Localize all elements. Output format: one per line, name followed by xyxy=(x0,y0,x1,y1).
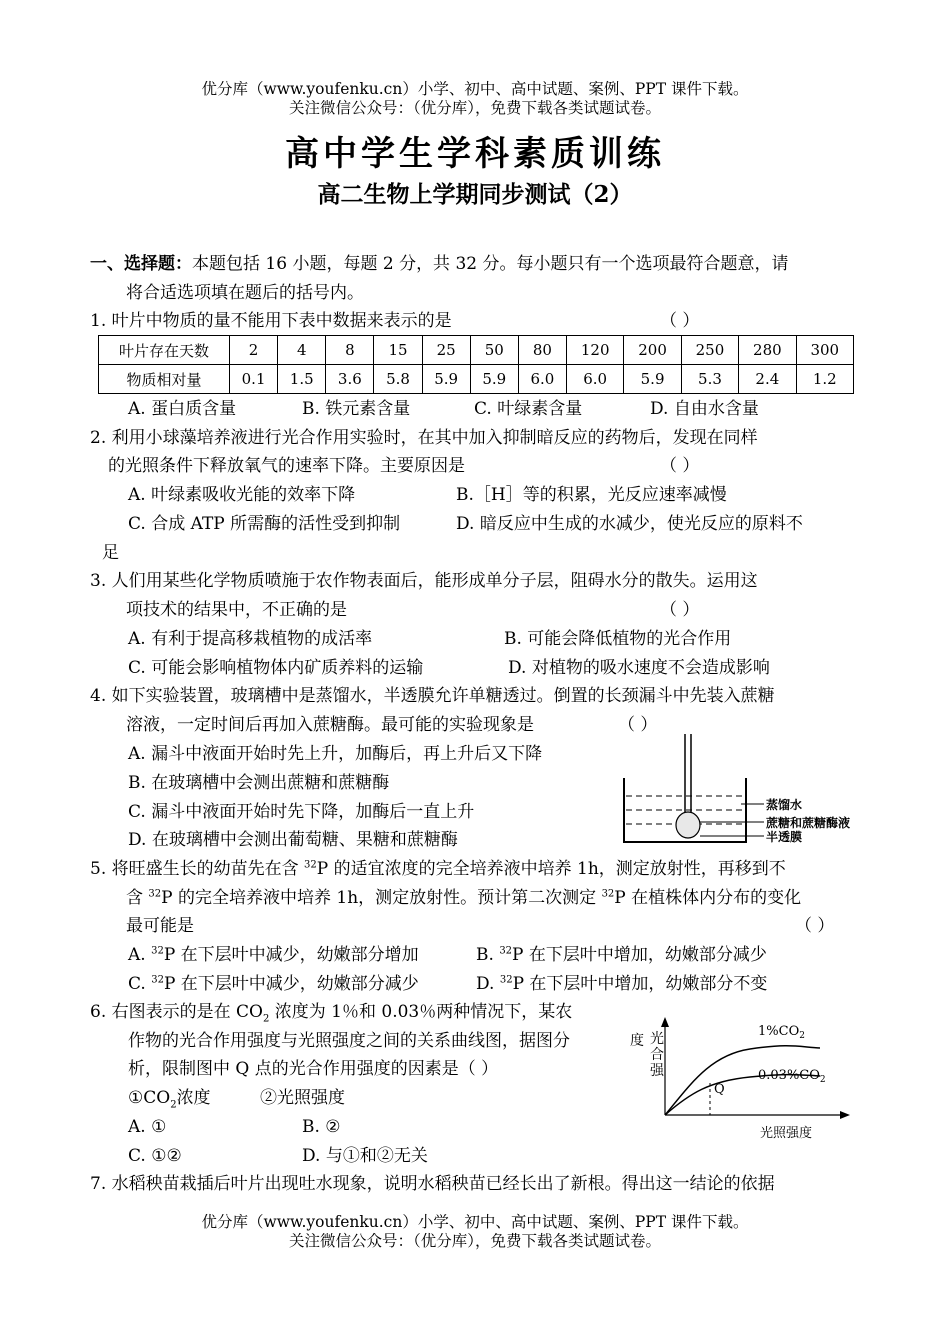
isotope-mass: 32 xyxy=(499,945,513,957)
q5-text: P 在植株体内分布的变化 xyxy=(614,888,802,908)
q2-option-d: D. 暗反应中生成的水减少，使光反应的原料不 xyxy=(456,514,803,534)
page-subtitle: 高二生物上学期同步测试（2） xyxy=(317,181,633,208)
table-cell: 3.6 xyxy=(326,365,374,394)
q6-text: 6. 右图表示的是在 CO xyxy=(90,1002,263,1022)
q6-stem-1 xyxy=(90,1002,573,1025)
option-letter: C. xyxy=(128,974,152,994)
footer-line-1: 优分库（www.youfenku.cn）小学、初中、高中试题、案例、PPT 课件下载。 xyxy=(201,1213,749,1231)
y-label-char: 光 xyxy=(650,1031,664,1047)
q2-option-d-continued: 足 xyxy=(102,543,119,563)
table-cell: 2 xyxy=(230,336,278,365)
table-cell: 15 xyxy=(374,336,422,365)
q3-option-b: B. 可能会降低植物的光合作用 xyxy=(504,629,732,649)
table-cell: 5.9 xyxy=(470,365,518,394)
osmosis-apparatus-diagram xyxy=(616,730,866,850)
label-distilled-water: 蒸馏水 xyxy=(766,798,803,812)
q5-answer-bracket: （ ） xyxy=(795,916,835,936)
q1-option-b: B. 铁元素含量 xyxy=(302,399,411,419)
isotope-mass: 32 xyxy=(151,974,164,986)
q5-option-d xyxy=(476,974,767,994)
q2-answer-bracket: （ ） xyxy=(660,456,700,476)
q5-option-c xyxy=(128,974,419,994)
q4-answer-bracket: （ ） xyxy=(618,715,658,735)
table-cell: 1.5 xyxy=(278,365,326,394)
q4-option-d: D. 在玻璃槽中会测出葡萄糖、果糖和蔗糖酶 xyxy=(128,830,458,850)
curve-label-text: 0.03%CO xyxy=(758,1068,820,1083)
curve-003pct-label xyxy=(758,1068,826,1085)
footer-line-2: 关注微信公众号：（优分库），免费下载各类试题试卷。 xyxy=(288,1232,661,1250)
option-text: P 在下层叶中增加，幼嫩部分减少 xyxy=(512,945,767,965)
x-axis-label: 光照强度 xyxy=(760,1126,813,1141)
q5-stem-1 xyxy=(90,859,786,879)
q6-option-a: A. ① xyxy=(128,1117,167,1137)
q3-option-a: A. 有利于提高移栽植物的成活率 xyxy=(128,629,373,649)
q6-text: 浓度为 1％和 0.03％两种情况下，某农 xyxy=(269,1002,573,1022)
x-axis-arrow xyxy=(840,1111,850,1119)
table-cell: 5.3 xyxy=(681,365,738,394)
option-letter: B. xyxy=(476,945,500,965)
subscript: 2 xyxy=(799,1031,805,1041)
table-cell: 200 xyxy=(624,336,681,365)
q5-stem-3: 最可能是 xyxy=(126,916,194,936)
y-label-char: 度 xyxy=(630,1033,644,1049)
option-text: P 在下层叶中减少，幼嫩部分增加 xyxy=(163,945,419,965)
subscript: 2 xyxy=(262,1013,270,1025)
isotope-mass: 32 xyxy=(151,945,164,957)
table-cell: 0.1 xyxy=(230,365,278,394)
q6-stem-3: 析，限制图中 Q 点的光合作用强度的因素是（ ） xyxy=(128,1059,499,1079)
q5-option-a xyxy=(128,945,419,965)
table-cell: 50 xyxy=(470,336,518,365)
page-title: 高中学生学科素质训练 xyxy=(285,134,665,174)
table-cell: 6.0 xyxy=(518,365,566,394)
q1-option-d: D. 自由水含量 xyxy=(650,399,759,419)
table-cell: 280 xyxy=(739,336,796,365)
section-heading xyxy=(90,254,789,274)
table-cell: 4 xyxy=(278,336,326,365)
row-header-days: 叶片存在天数 xyxy=(99,336,230,365)
y-label-char: 合 xyxy=(650,1047,664,1063)
curve-1pct-label xyxy=(758,1024,805,1041)
q6-factor-1 xyxy=(128,1088,211,1111)
q3-option-d: D. 对植物的吸水速度不会造成影响 xyxy=(508,658,770,678)
isotope-mass: 32 xyxy=(601,888,615,900)
y-label-char: 强 xyxy=(650,1063,664,1079)
q2-option-a: A. 叶绿素吸收光能的效率下降 xyxy=(128,485,356,505)
table-cell: 120 xyxy=(566,336,623,365)
subscript: 2 xyxy=(819,1075,826,1085)
label-sucrose-enzyme: 蔗糖和蔗糖酶液 xyxy=(766,816,851,830)
q4-option-a: A. 漏斗中液面开始时先上升，加酶后，再上升后又下降 xyxy=(128,744,543,764)
q4-stem-1: 4. 如下实验装置，玻璃槽中是蒸馏水，半透膜允许单糖透过。倒置的长颈漏斗中先装入蔗糖 xyxy=(90,686,775,706)
table-cell: 250 xyxy=(681,336,738,365)
q6-option-c: C. ①② xyxy=(128,1146,182,1166)
q4-option-b: B. 在玻璃槽中会测出蔗糖和蔗糖酶 xyxy=(128,773,390,793)
q3-stem-1: 3. 人们用某些化学物质喷施于农作物表面后，能形成单分子层，阻碍水分的散失。运用这 xyxy=(90,571,758,591)
header-line-2: 关注微信公众号：（优分库），免费下载各类试题试卷。 xyxy=(288,99,661,117)
table-cell: 25 xyxy=(422,336,470,365)
q6-option-b: B. ② xyxy=(302,1117,341,1137)
q2-option-c: C. 合成 ATP 所需酶的活性受到抑制 xyxy=(128,514,401,534)
q5-text: P 的适宜浓度的完全培养液中培养 1h，测定放射性，再移到不 xyxy=(316,859,786,879)
q5-stem-2 xyxy=(126,888,801,908)
section-instructions-1: 本题包括 16 小题，每题 2 分，共 32 分。每小题只有一个选项最符合题意，请 xyxy=(192,254,789,274)
funnel-bulb xyxy=(676,812,700,838)
isotope-mass: 32 xyxy=(304,859,317,871)
table-cell: 5.9 xyxy=(624,365,681,394)
q2-stem-2: 的光照条件下释放氧气的速率下降。主要原因是 xyxy=(108,456,465,476)
label-membrane: 半透膜 xyxy=(766,830,803,844)
table-cell: 1.2 xyxy=(796,365,853,394)
table-cell: 6.0 xyxy=(566,365,623,394)
option-text: P 在下层叶中增加，幼嫩部分不变 xyxy=(512,974,768,994)
q1-data-table xyxy=(98,335,854,394)
q5-text: 含 xyxy=(126,888,149,908)
q4-stem-2: 溶液，一定时间后再加入蔗糖酶。最可能的实验现象是 xyxy=(126,715,534,735)
table-row xyxy=(99,365,854,394)
q5-text: 5. 将旺盛生长的幼苗先在含 xyxy=(90,859,305,879)
q3-option-c: C. 可能会影响植物体内矿质养料的运输 xyxy=(128,658,424,678)
q5-option-b xyxy=(476,945,767,965)
table-cell: 2.4 xyxy=(739,365,796,394)
q3-answer-bracket: （ ） xyxy=(660,600,700,620)
q3-stem-2: 项技术的结果中，不正确的是 xyxy=(126,600,347,620)
section-instructions-2: 将合适选项填在题后的括号内。 xyxy=(126,283,364,303)
subscript: 2 xyxy=(170,1099,177,1111)
option-letter: D. xyxy=(476,974,500,994)
row-header-amount: 物质相对量 xyxy=(99,365,230,394)
option-text: P 在下层叶中减少，幼嫩部分减少 xyxy=(163,974,419,994)
q6-option-d: D. 与①和②无关 xyxy=(302,1146,428,1166)
isotope-mass: 32 xyxy=(499,974,513,986)
q1-option-c: C. 叶绿素含量 xyxy=(474,399,583,419)
table-cell: 8 xyxy=(326,336,374,365)
table-row xyxy=(99,336,854,365)
factor-text: ①CO xyxy=(128,1088,171,1108)
header-line-1: 优分库（www.youfenku.cn）小学、初中、高中试题、案例、PPT 课件下载。 xyxy=(201,80,749,98)
table-cell: 5.8 xyxy=(374,365,422,394)
section-label: 一、选择题： xyxy=(90,254,192,274)
table-cell: 80 xyxy=(518,336,566,365)
isotope-mass: 32 xyxy=(148,888,162,900)
q7-stem: 7. 水稻秧苗栽插后叶片出现吐水现象，说明水稻秧苗已经长出了新根。得出这一结论的依据 xyxy=(90,1174,775,1194)
q6-stem-2: 作物的光合作用强度与光照强度之间的关系曲线图，据图分 xyxy=(128,1031,570,1051)
photosynthesis-light-curve xyxy=(630,1015,860,1145)
q1-answer-bracket: （ ） xyxy=(660,311,700,331)
q5-text: P 的完全培养液中培养 1h，测定放射性。预计第二次测定 xyxy=(161,888,602,908)
curve-label-text: 1%CO xyxy=(758,1024,800,1039)
table-cell: 5.9 xyxy=(422,365,470,394)
q1-option-a: A. 蛋白质含量 xyxy=(128,399,237,419)
q-point-label: Q xyxy=(714,1082,725,1097)
y-axis-arrow xyxy=(661,1017,669,1027)
q2-option-b: B.［H］等的积累，光反应速率减慢 xyxy=(456,485,727,505)
q4-option-c: C. 漏斗中液面开始时先下降，加酶后一直上升 xyxy=(128,802,475,822)
q2-stem-1: 2. 利用小球藻培养液进行光合作用实验时，在其中加入抑制暗反应的药物后，发现在同样 xyxy=(90,428,758,448)
table-cell: 300 xyxy=(796,336,853,365)
q6-factor-2: ②光照强度 xyxy=(260,1088,345,1108)
factor-text: 浓度 xyxy=(176,1088,211,1108)
option-letter: A. xyxy=(128,945,152,965)
q1-stem: 1. 叶片中物质的量不能用下表中数据来表示的是 xyxy=(90,311,452,331)
